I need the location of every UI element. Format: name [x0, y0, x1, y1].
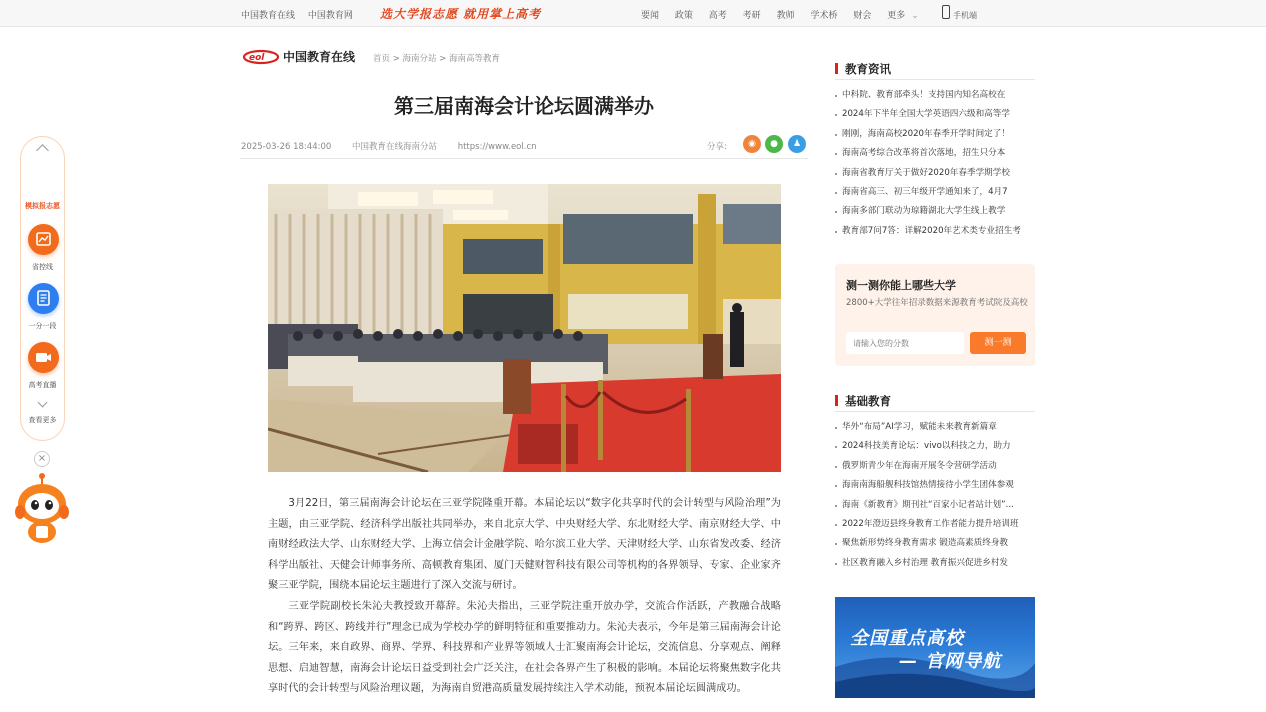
nav-item[interactable]: 高考: [708, 11, 727, 21]
nav-item[interactable]: 考研: [742, 11, 761, 21]
conference-photo: [268, 184, 781, 472]
float-widget: [20, 136, 65, 441]
list-item[interactable]: 华外“布局”AI学习，赋能未来教育新篇章: [835, 418, 1035, 437]
mascot-icon[interactable]: [14, 472, 70, 546]
qq-share-icon[interactable]: ♟: [788, 135, 806, 153]
list-item[interactable]: 教育部7问7答：详解2020年艺术类专业招生考: [835, 222, 1035, 241]
list-item[interactable]: 聚焦新形势终身教育需求 锻造高素质终身教: [835, 534, 1035, 553]
list-item[interactable]: 海南南海船舰科技馆热情接待小学生团体参观: [835, 476, 1035, 495]
banner-line2: — 官网导航: [899, 651, 1002, 672]
divider: [835, 411, 1035, 412]
university-nav-banner[interactable]: [835, 597, 1035, 698]
test-button[interactable]: 测一测: [970, 332, 1026, 354]
view-more-link[interactable]: 查看更多: [28, 416, 57, 424]
chart-icon[interactable]: [28, 224, 59, 255]
basic-news-list: [835, 418, 1035, 573]
top-nav: [641, 8, 932, 21]
video-camera-icon[interactable]: [28, 342, 59, 373]
site-links: [241, 8, 363, 21]
site-link-edu[interactable]: 中国教育网: [307, 11, 353, 21]
article-paragraph: 三亚学院副校长朱沁夫教授致开幕辞。朱沁夫指出，三亚学院注重开放办学，交流合作活跃，产教融合战略和“跨界、跨区、跨线并行”理念已成为学校办学的鲜明特征和重要推动力。朱沁夫表示，今年是第三届南海会计论坛。三年来，来自政界、商界、学界、科技界和产业界等领域人士汇聚南海会计论坛，交流信息、分享观点、阐释思想、启迪智慧，南海会计论坛日益受到社会广泛关注，在社会各界产生了积极的影响。本届论坛将聚焦数字化共享时代的会计转型与风险治理议题，为海南自贸港高质量发展持续注入学术动能，预祝本届论坛圆满成功。: [268, 600, 781, 695]
nav-item[interactable]: 要闻: [641, 11, 660, 21]
float-item-label[interactable]: 一分一段: [28, 322, 57, 330]
article-body: [268, 494, 781, 700]
breadcrumb[interactable]: 首页 > 海南分站 > 海南高等教育: [373, 54, 501, 64]
list-item[interactable]: 2024年下半年全国大学英语四六级和高等学: [835, 105, 1035, 124]
article-meta: [241, 140, 555, 152]
top-bar: [0, 0, 1266, 27]
float-item-label[interactable]: 省控线: [32, 263, 53, 271]
svg-text:eol: eol: [249, 53, 265, 63]
weibo-share-icon[interactable]: ◉: [743, 135, 761, 153]
nav-item[interactable]: 政策: [674, 11, 693, 21]
chevron-up-icon[interactable]: [36, 144, 49, 157]
test-title: 测一测你能上哪些大学: [846, 279, 956, 292]
list-item[interactable]: 海南高考综合改革将首次落地，招生只分本: [835, 144, 1035, 163]
article-url[interactable]: https://www.eol.cn: [457, 142, 537, 152]
chevron-down-icon[interactable]: [38, 398, 48, 408]
list-item[interactable]: 社区教育融入乡村治理 教育振兴促进乡村发: [835, 554, 1035, 573]
list-item[interactable]: 2022年澄迈县终身教育工作者能力提升培训班: [835, 515, 1035, 534]
phone-label[interactable]: 手机端: [953, 11, 977, 20]
article-source: 中国教育在线海南分站: [351, 142, 437, 152]
float-header[interactable]: 模拟报志愿: [25, 202, 60, 210]
nav-item[interactable]: 教师: [776, 11, 795, 21]
logo-text[interactable]: 中国教育在线: [283, 50, 356, 64]
banner-line1: 全国重点高校: [850, 628, 964, 649]
nav-item[interactable]: 学术桥: [810, 11, 838, 21]
nav-more[interactable]: 更多: [887, 11, 906, 21]
article-title: 第三届南海会计论坛圆满举办: [394, 94, 654, 118]
close-icon[interactable]: ×: [34, 451, 50, 467]
chevron-down-icon: ⌄: [911, 11, 919, 21]
test-subtitle: 2800+大学往年招录数据来源教育考试院及高校: [846, 298, 1028, 308]
divider: [240, 158, 808, 159]
list-item[interactable]: 俄罗斯青少年在海南开展冬令营研学活动: [835, 457, 1035, 476]
news-section-title: 教育资讯: [835, 61, 891, 77]
slogan-banner[interactable]: 选大学报志愿 就用掌上高考: [380, 7, 542, 21]
site-link-eol[interactable]: 中国教育在线: [241, 11, 296, 21]
list-item[interactable]: 刚刚，海南高校2020年春季开学时间定了！: [835, 125, 1035, 144]
list-item[interactable]: 2024科技美育论坛：vivo以科技之力，助力: [835, 437, 1035, 456]
list-item[interactable]: 海南《新教育》期刊社“百家小记者站计划”...: [835, 496, 1035, 515]
divider: [835, 79, 1035, 80]
share-label: 分享:: [707, 142, 727, 152]
basic-section-title: 基础教育: [835, 393, 891, 409]
score-test-box: [835, 264, 1035, 366]
document-icon[interactable]: [28, 283, 59, 314]
float-item-label[interactable]: 高考直播: [28, 381, 57, 389]
news-list: [835, 86, 1035, 241]
article-date: 2025-03-26 18:44:00: [241, 142, 332, 152]
list-item[interactable]: 中科院、教育部牵头！支持国内知名高校在: [835, 86, 1035, 105]
list-item[interactable]: 海南省教育厅关于做好2020年春季学期学校: [835, 164, 1035, 183]
phone-icon[interactable]: [942, 5, 950, 19]
article-paragraph: 3月22日，第三届南海会计论坛在三亚学院隆重开幕。本届论坛以“数字化共享时代的会计转型与风险治理”为主题，由三亚学院、经济科学出版社共同举办，来自北京大学、中央财经大学、东北财经大学、南京财经大学、中南财经政法大学、山东财经大学、上海立信会计金融学院、哈尔滨工业大学、天津财经大学、山东省发改委、经济科学出版社、天健会计师事务所、高顿教育集团、厦门天健财智科技有限公司等机构的各界领导、专家、企业家齐聚三亚学院，围绕本届论坛主题进行了深入交流与研讨。: [268, 498, 781, 592]
list-item[interactable]: 海南省高三、初三年级开学通知来了，4月7: [835, 183, 1035, 202]
nav-item[interactable]: 财会: [853, 11, 872, 21]
eol-logo-icon[interactable]: [243, 47, 279, 65]
score-input[interactable]: [846, 332, 964, 354]
wechat-share-icon[interactable]: ●: [765, 135, 783, 153]
list-item[interactable]: 海南多部门联动为琼籍湖北大学生线上教学: [835, 202, 1035, 221]
